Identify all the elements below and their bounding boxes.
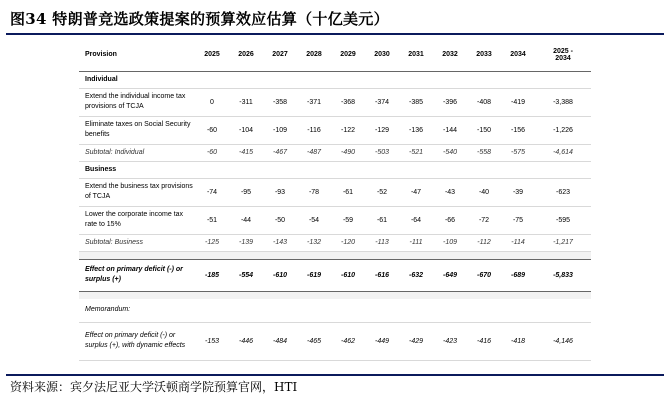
- cell-value: -122: [331, 116, 365, 144]
- header-year: 2026: [229, 39, 263, 71]
- header-year: 2032: [433, 39, 467, 71]
- cell-total: -1,226: [535, 116, 591, 144]
- cell-value: -59: [331, 206, 365, 234]
- cell-value: -465: [297, 322, 331, 360]
- row-label: Effect on primary deficit (-) or surplus (+): [79, 259, 195, 291]
- cell-value: -156: [501, 116, 535, 144]
- cell-value: -503: [365, 144, 399, 161]
- cell-value: -109: [263, 116, 297, 144]
- dynamic-effect-row: [79, 322, 591, 360]
- cell-value: -132: [297, 234, 331, 251]
- cell-value: -558: [467, 144, 501, 161]
- cell-total: -5,833: [535, 259, 591, 291]
- cell-value: -449: [365, 322, 399, 360]
- cell-value: -423: [433, 322, 467, 360]
- header-year: 2028: [297, 39, 331, 71]
- cell-value: -109: [433, 234, 467, 251]
- table-row: [79, 206, 591, 234]
- cell-value: -429: [399, 322, 433, 360]
- cell-value: -47: [399, 178, 433, 206]
- cell-value: -487: [297, 144, 331, 161]
- cell-value: -61: [331, 178, 365, 206]
- cell-value: -52: [365, 178, 399, 206]
- header-year: 2027: [263, 39, 297, 71]
- cell-value: -484: [263, 322, 297, 360]
- cell-value: -61: [365, 206, 399, 234]
- row-label: Extend the business tax provisions of TCJA: [79, 178, 195, 206]
- cell-value: -311: [229, 88, 263, 116]
- footer-divider: [6, 374, 664, 376]
- table-row: [79, 116, 591, 144]
- table-row: [79, 88, 591, 116]
- cell-value: -39: [501, 178, 535, 206]
- cell-value: -64: [399, 206, 433, 234]
- cell-value: -72: [467, 206, 501, 234]
- cell-value: -575: [501, 144, 535, 161]
- cell-value: -60: [195, 116, 229, 144]
- header-year: 2029: [331, 39, 365, 71]
- section-label: Individual: [79, 71, 591, 88]
- cell-value: -374: [365, 88, 399, 116]
- cell-value: -111: [399, 234, 433, 251]
- cell-value: -40: [467, 178, 501, 206]
- cell-value: -649: [433, 259, 467, 291]
- cell-value: -74: [195, 178, 229, 206]
- cell-total: -4,614: [535, 144, 591, 161]
- cell-value: -51: [195, 206, 229, 234]
- header-row: [79, 39, 591, 71]
- cell-value: -93: [263, 178, 297, 206]
- section-row-individual: [79, 71, 591, 88]
- row-label: Eliminate taxes on Social Security benefits: [79, 116, 195, 144]
- cell-value: -150: [467, 116, 501, 144]
- row-label: Subtotal: Individual: [79, 144, 195, 161]
- cell-value: -50: [263, 206, 297, 234]
- cell-value: -446: [229, 322, 263, 360]
- title-divider: [6, 33, 664, 35]
- cell-value: -113: [365, 234, 399, 251]
- header-year: 2030: [365, 39, 399, 71]
- table-row: [79, 178, 591, 206]
- section-label: Memorandum:: [79, 299, 591, 322]
- cell-value: -371: [297, 88, 331, 116]
- cell-value: -153: [195, 322, 229, 360]
- cell-value: -521: [399, 144, 433, 161]
- cell-value: -139: [229, 234, 263, 251]
- cell-value: -43: [433, 178, 467, 206]
- subtotal-row-business: [79, 234, 591, 251]
- header-year: 2034: [501, 39, 535, 71]
- cell-value: -619: [297, 259, 331, 291]
- spacer-row: [79, 291, 591, 299]
- cell-value: -112: [467, 234, 501, 251]
- budget-effects-table: [79, 39, 591, 361]
- memorandum-row: [79, 299, 591, 322]
- cell-total: -3,388: [535, 88, 591, 116]
- cell-value: -144: [433, 116, 467, 144]
- cell-value: -490: [331, 144, 365, 161]
- cell-value: -60: [195, 144, 229, 161]
- row-label: Subtotal: Business: [79, 234, 195, 251]
- cell-value: -78: [297, 178, 331, 206]
- header-total: [535, 39, 591, 71]
- cell-value: -467: [263, 144, 297, 161]
- cell-value: -44: [229, 206, 263, 234]
- cell-value: 0: [195, 88, 229, 116]
- row-label: Extend the individual income tax provisions of TCJA: [79, 88, 195, 116]
- cell-value: -415: [229, 144, 263, 161]
- source-note: 资料来源：宾夕法尼亚大学沃顿商学院预算官网，HTI: [10, 380, 298, 394]
- cell-total: -1,217: [535, 234, 591, 251]
- cell-value: -632: [399, 259, 433, 291]
- subtotal-row-individual: [79, 144, 591, 161]
- cell-value: -114: [501, 234, 535, 251]
- cell-value: -416: [467, 322, 501, 360]
- budget-table-container: [79, 39, 591, 371]
- cell-value: -385: [399, 88, 433, 116]
- cell-value: -610: [263, 259, 297, 291]
- cell-value: -408: [467, 88, 501, 116]
- cell-value: -143: [263, 234, 297, 251]
- cell-value: -419: [501, 88, 535, 116]
- cell-value: -540: [433, 144, 467, 161]
- cell-total: -595: [535, 206, 591, 234]
- cell-value: -66: [433, 206, 467, 234]
- cell-total: -4,146: [535, 322, 591, 360]
- row-label: Effect on primary deficit (-) or surplus (+), with dynamic effects: [79, 322, 195, 360]
- cell-value: -396: [433, 88, 467, 116]
- cell-total: -623: [535, 178, 591, 206]
- row-label: Lower the corporate income tax rate to 15%: [79, 206, 195, 234]
- cell-value: -689: [501, 259, 535, 291]
- cell-value: -75: [501, 206, 535, 234]
- total-effect-row: [79, 259, 591, 291]
- cell-value: -125: [195, 234, 229, 251]
- header-year: 2025: [195, 39, 229, 71]
- header-total-line2: 2034: [555, 54, 571, 62]
- page-title: 图34 特朗普竞选政策提案的预算效应估算（十亿美元）: [10, 10, 389, 28]
- cell-value: -610: [331, 259, 365, 291]
- cell-value: -129: [365, 116, 399, 144]
- header-year: 2033: [467, 39, 501, 71]
- cell-value: -358: [263, 88, 297, 116]
- section-label: Business: [79, 161, 591, 178]
- cell-value: -418: [501, 322, 535, 360]
- cell-value: -95: [229, 178, 263, 206]
- section-row-business: [79, 161, 591, 178]
- header-total-line1: 2025 -: [553, 47, 573, 55]
- cell-value: -462: [331, 322, 365, 360]
- cell-value: -368: [331, 88, 365, 116]
- cell-value: -116: [297, 116, 331, 144]
- cell-value: -616: [365, 259, 399, 291]
- cell-value: -185: [195, 259, 229, 291]
- header-year: 2031: [399, 39, 433, 71]
- cell-value: -120: [331, 234, 365, 251]
- cell-value: -54: [297, 206, 331, 234]
- cell-value: -136: [399, 116, 433, 144]
- header-provision: Provision: [79, 39, 195, 71]
- spacer-row: [79, 251, 591, 259]
- cell-value: -554: [229, 259, 263, 291]
- cell-value: -670: [467, 259, 501, 291]
- cell-value: -104: [229, 116, 263, 144]
